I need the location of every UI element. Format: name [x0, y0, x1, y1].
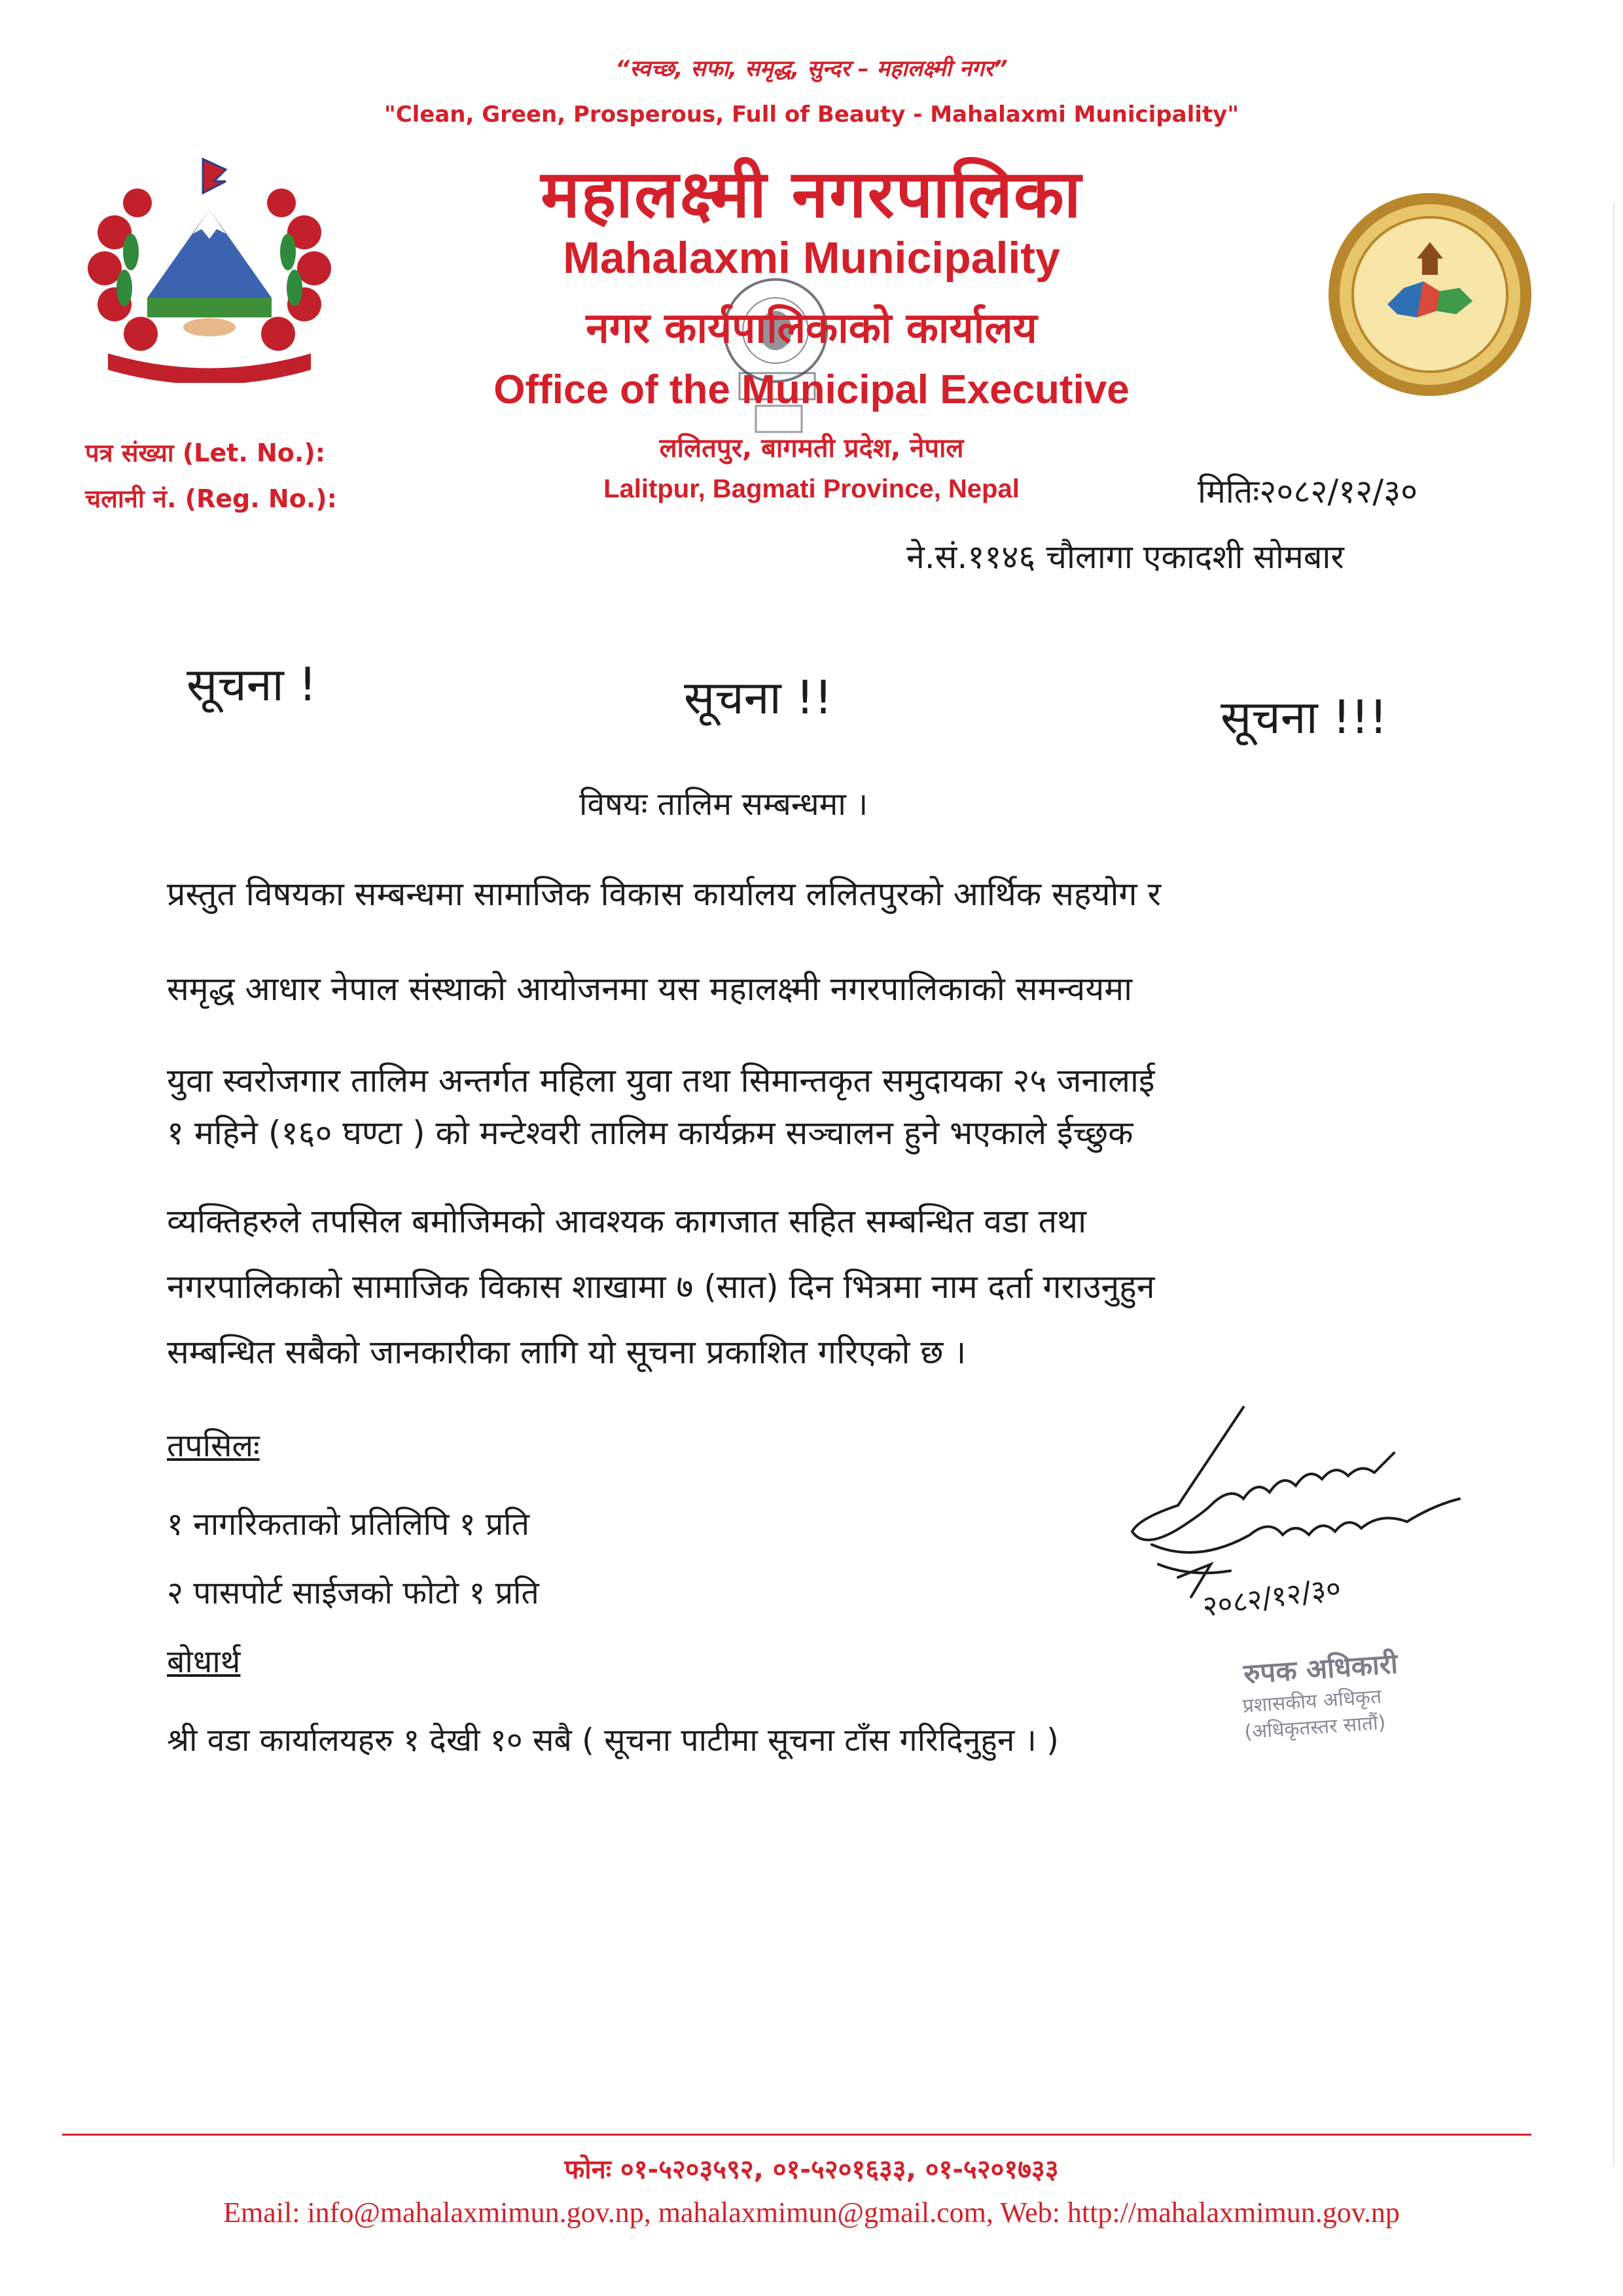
- nepal-sambat-date: ने.सं.११४६ चौलागा एकादशी सोमबार: [906, 538, 1344, 576]
- signature-handwritten-date: २०८२/१२/३०: [1200, 1571, 1344, 1624]
- municipality-name-nepali: महालक्ष्मी नगरपालिका: [541, 156, 1082, 232]
- body-line-1: प्रस्तुत विषयका सम्बन्धमा सामाजिक विकास कार्यालय ललितपुरको आर्थिक सहयोग र: [167, 875, 1161, 913]
- letter-date: मितिः२०८२/१२/३०: [1198, 473, 1418, 511]
- signatory-name: रुपक अधिकारी: [1242, 1647, 1399, 1691]
- body-line-7: सम्बन्धित सबैको जानकारीका लागि यो सूचना प्रकाशित गरिएको छ ।: [167, 1333, 967, 1371]
- body-line-2: समृद्ध आधार नेपाल संस्थाको आयोजनमा यस महालक्ष्मी नगरपालिकाको समन्वयमा: [167, 970, 1133, 1008]
- notice-title-3: सूचना !!!: [1221, 691, 1388, 744]
- signatory-title-line-2: (अधिकृतस्तर सातौं): [1243, 1711, 1387, 1744]
- footer-email-web: Email: info@mahalaxmimun.gov.np, mahalaxmimun@gmail.com, Web: http://mahalaxmimun.gov.np: [223, 2197, 1400, 2229]
- letter-number-label: पत्र संख्या (Let. No.):: [85, 439, 325, 467]
- signatory-title: [1241, 1684, 1386, 1746]
- body-line-6: नगरपालिकाको सामाजिक विकास शाखामा ७ (सात) दिन भित्रमा नाम दर्ता गराउनुहुन: [167, 1268, 1155, 1306]
- office-name-nepali: नगर कार्यपालिकाको कार्यालय: [586, 304, 1037, 353]
- footer-divider: [62, 2134, 1531, 2136]
- motto-nepali: “स्वच्छ, सफा, समृद्ध, सुन्दर – महालक्ष्मी नगर”: [615, 56, 1008, 82]
- motto-english: "Clean, Green, Prosperous, Full of Beauty - Mahalaxmi Municipality": [383, 101, 1240, 128]
- tapasil-item-1: १ नागरिकताको प्रतिलिपि १ प्रति: [167, 1506, 529, 1543]
- address-nepali: ललितपुर, बागमती प्रदेश, नेपाल: [659, 433, 964, 463]
- notice-title-1: सूचना !: [187, 658, 317, 711]
- address-english: Lalitpur, Bagmati Province, Nepal: [603, 475, 1020, 503]
- signature-icon: [1099, 1401, 1479, 1649]
- body-line-4: १ महिने (१६० घण्टा ) को मन्टेश्वरी तालिम कार्यक्रम सञ्चालन हुने भएकाले ईच्छुक: [167, 1114, 1133, 1152]
- subject-line: विषयः तालिम सम्बन्धमा ।: [579, 786, 868, 823]
- office-name-english: Office of the Municipal Executive: [493, 367, 1130, 412]
- footer-phone: फोनः ०१-५२०३५९२, ०१-५२०१६३३, ०१-५२०१७३३: [564, 2155, 1059, 2185]
- bodhartha-text: श्री वडा कार्यालयहरु १ देखी १० सबै ( सूचना पाटीमा सूचना टाँस गरिदिनुहुन । ): [167, 1722, 1059, 1759]
- registration-number-label: चलानी नं. (Reg. No.):: [85, 484, 337, 513]
- tapasil-item-2: २ पासपोर्ट साईजको फोटो १ प्रति: [167, 1575, 539, 1611]
- signatory-title-line-1: प्रशासकीय अधिकृत: [1241, 1685, 1383, 1718]
- municipality-name-english: Mahalaxmi Municipality: [563, 233, 1060, 283]
- notice-title-2: सूचना !!: [684, 671, 833, 725]
- body-line-5: व्यक्तिहरुले तपसिल बमोजिमको आवश्यक कागजात सहित सम्बन्धित वडा तथा: [167, 1202, 1087, 1240]
- body-line-3: युवा स्वरोजगार तालिम अन्तर्गत महिला युवा तथा सिमान्तकृत समुदायका २५ जनालाई: [167, 1062, 1155, 1100]
- bodhartha-heading: बोधार्थ: [167, 1643, 241, 1680]
- tapasil-heading: तपसिलः: [167, 1427, 260, 1464]
